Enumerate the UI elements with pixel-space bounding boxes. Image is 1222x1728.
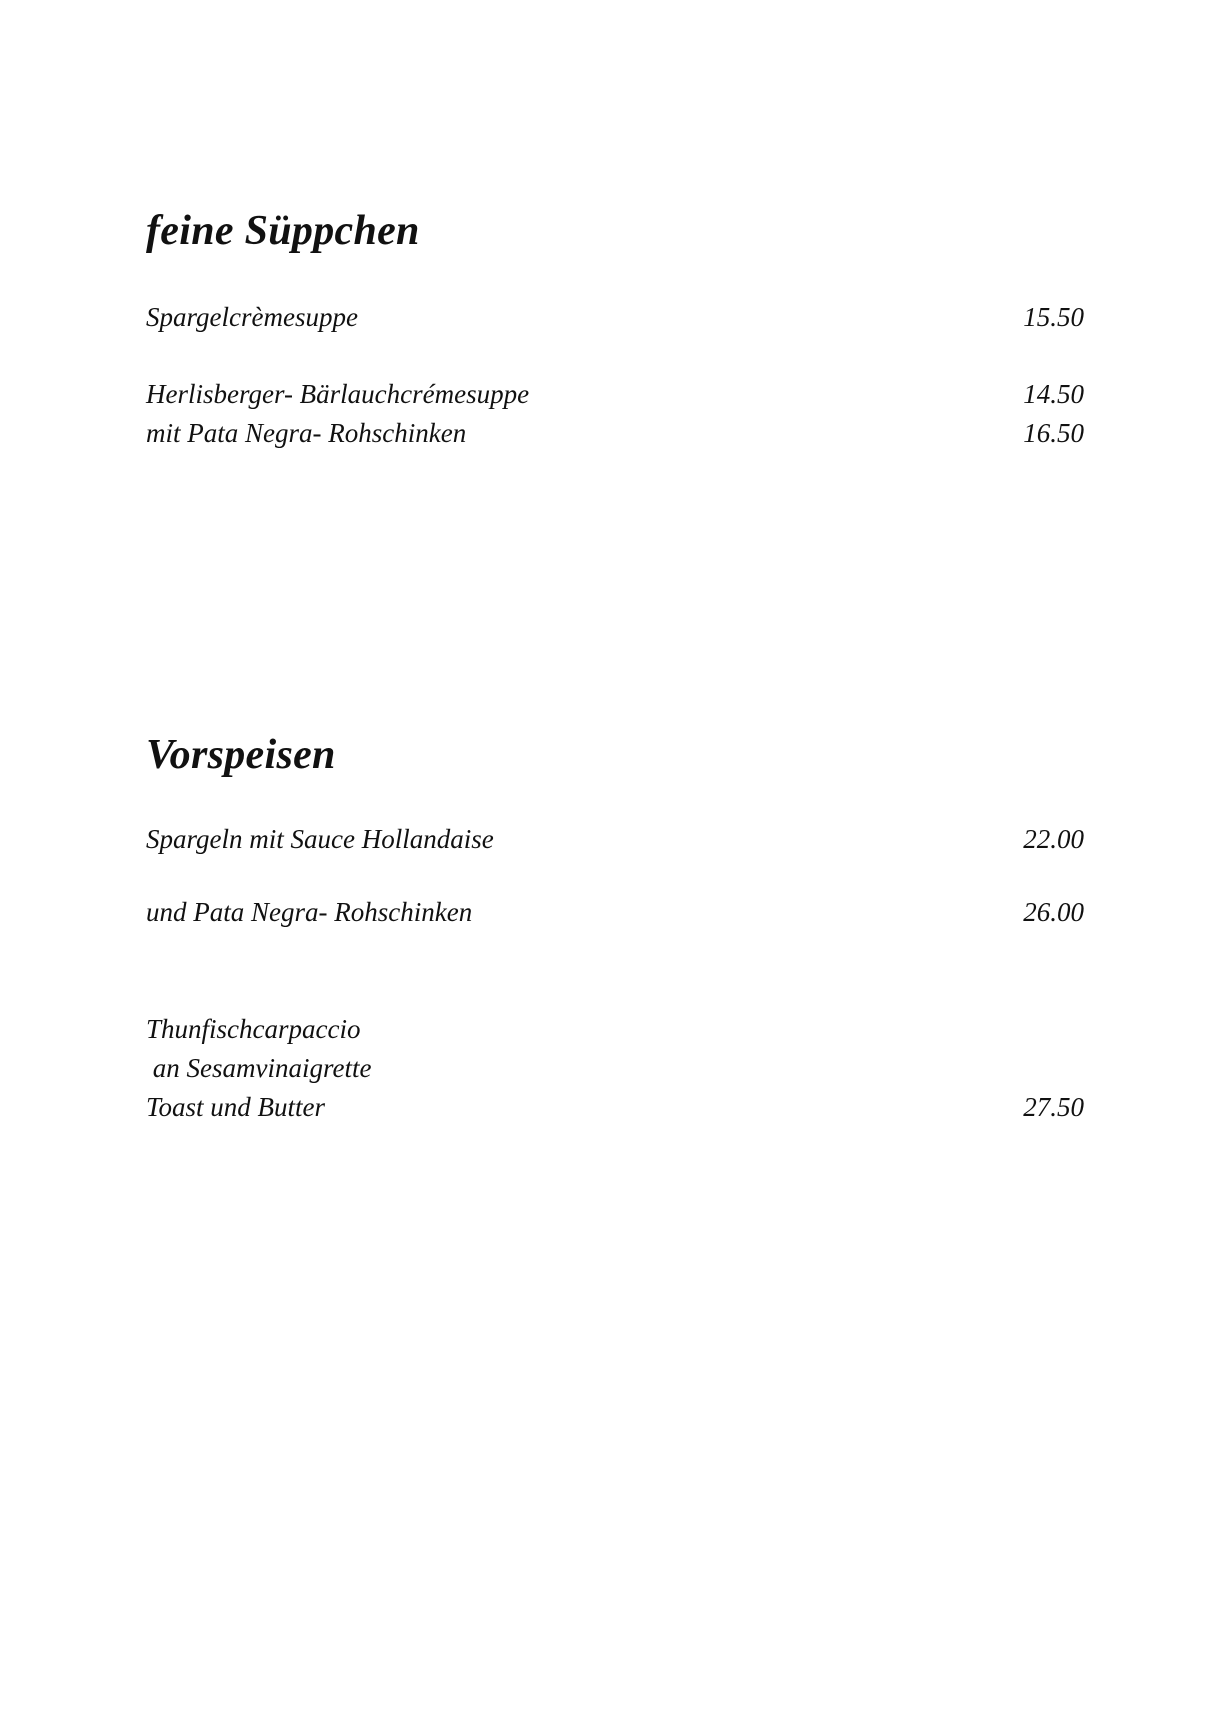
menu-item-price: 15.50 [1023,302,1084,332]
menu-item-label: Herlisberger- Bärlauchcrémesuppe [146,379,530,409]
menu-item-label: Thunfischcarpaccio [146,1014,361,1044]
menu-item-label: und Pata Negra- Rohschinken [146,897,473,927]
menu-item [146,822,1084,856]
menu-item [146,416,1084,450]
menu-item-price: 14.50 [1023,379,1084,409]
menu-item [146,377,1084,411]
section-title-soups: feine Süppchen [146,208,420,254]
menu-item [146,300,1084,334]
menu-item-label: mit Pata Negra- Rohschinken [146,418,467,448]
menu-item-price: 27.50 [1023,1092,1084,1122]
menu-item-label: an Sesamvinaigrette [146,1053,372,1083]
menu-item-label: Toast und Butter [146,1092,326,1122]
menu-item-price: 26.00 [1023,897,1084,927]
menu-item [146,1090,1084,1124]
menu-item [146,895,1084,929]
menu-item-price: 16.50 [1023,418,1084,448]
menu-item [146,1051,1084,1085]
section-title-starters: Vorspeisen [146,732,336,778]
menu-item-label: Spargelcrèmesuppe [146,302,358,332]
menu-item-price: 22.00 [1023,824,1084,854]
menu-item [146,1012,1084,1046]
menu-item-label: Spargeln mit Sauce Hollandaise [146,824,494,854]
